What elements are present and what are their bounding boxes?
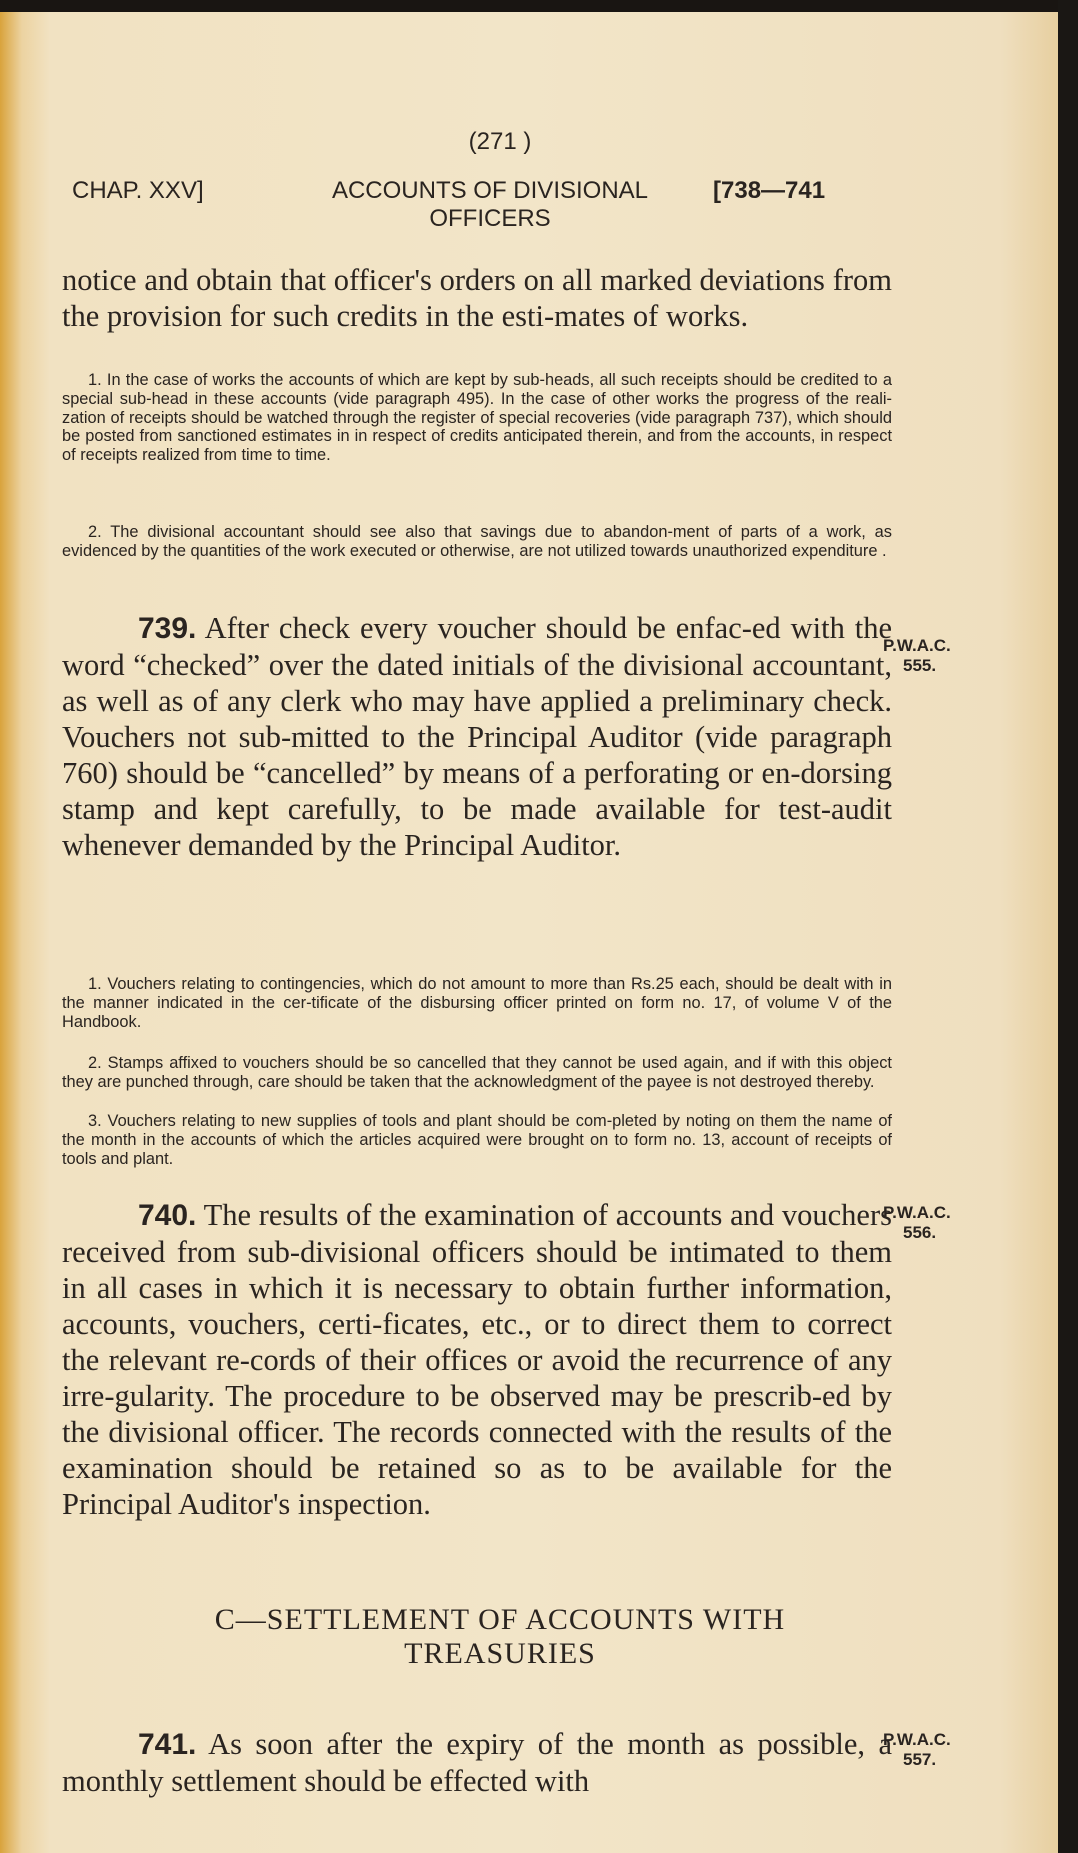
note-739-3: 3. Vouchers relating to new supplies of tools and plant should be com-pleted by noting on them the name of the month in the accounts of which the articles acquired were brought on to form no. 13, account of receipts of tools and plant.: [62, 1112, 892, 1168]
margin-number: 556.: [903, 1223, 937, 1242]
paragraph-range: [738—741: [713, 177, 826, 204]
margin-number: 557.: [903, 1750, 937, 1769]
paragraph-739: [62, 610, 892, 863]
page-number: (271 ): [468, 128, 532, 155]
scan-top-edge: [0, 0, 1058, 12]
paragraph-text: After check every voucher should be enfac-ed with the word “checked” over the dated initials of the divisional accountant, as well as of any clerk who may have applied a preliminary check. Vouchers not sub-mitted to the Principal Auditor (vide paragraph 760) should be “cancelled” by means of a perforating or en-dorsing stamp and kept carefully, to be made available for test-audit whenever demanded by the Principal Auditor.: [62, 611, 892, 862]
section-heading-line1: C—SETTLEMENT OF ACCOUNTS WITH: [214, 1603, 786, 1636]
chapter-title-line1: ACCOUNTS OF DIVISIONAL: [331, 177, 649, 204]
paragraph-number: 740.: [138, 1199, 197, 1232]
margin-reference-741: [883, 1730, 993, 1770]
chapter-label: CHAP. XXV]: [72, 177, 204, 204]
opening-paragraph: notice and obtain that officer's orders on all marked deviations from the provision for such credits in the esti-mates of works.: [62, 263, 892, 333]
margin-reference-739: [883, 636, 993, 676]
paragraph-number: 739.: [138, 612, 197, 645]
margin-reference-740: [883, 1203, 993, 1243]
section-heading: [0, 1603, 1000, 1671]
margin-label: P.W.A.C.: [883, 1203, 951, 1222]
chapter-title: [280, 177, 700, 233]
chapter-title-line2: OFFICERS: [429, 205, 551, 232]
margin-number: 555.: [903, 656, 937, 675]
paragraph-number: 741.: [138, 1728, 197, 1761]
note-739-2: 2. Stamps affixed to vouchers should be so cancelled that they cannot be used again, and if with this object they are punched through, care should be taken that the acknowledgment of the payee is not destroyed thereby.: [62, 1054, 892, 1091]
margin-label: P.W.A.C.: [883, 1730, 951, 1749]
note-738-2: 2. The divisional accountant should see also that savings due to abandon-ment of parts of a work, as evidenced by the quantities of the work executed or otherwise, are not utilized towards unauthorized expenditure .: [62, 523, 892, 560]
paragraph-740: [62, 1197, 892, 1522]
note-738-1: 1. In the case of works the accounts of which are kept by sub-heads, all such receipts should be credited to a special sub-head in these accounts (vide paragraph 495). In the case of other works the progress of the reali-zation of receipts should be watched through the register of special recoveries (vide paragraph 737), which should be posted from sanctioned estimates in in respect of credits anticipated therein, and from the accounts, in respect of receipts realized from time to time.: [62, 371, 892, 465]
paragraph-741: [62, 1726, 892, 1799]
paragraph-text: As soon after the expiry of the month as possible, a monthly settlement should be effected with: [62, 1727, 892, 1798]
section-heading-line2: TREASURIES: [404, 1637, 596, 1670]
note-739-1: 1. Vouchers relating to contingencies, which do not amount to more than Rs.25 each, should be dealt with in the manner indicated in the cer-tificate of the disbursing officer printed on form no. 17, of volume V of the Handbook.: [62, 975, 892, 1031]
margin-label: P.W.A.C.: [883, 636, 951, 655]
scan-right-edge: [1058, 0, 1078, 1853]
paragraph-text: The results of the examination of accounts and vouchers received from sub-divisional officers should be intimated to them in all cases in which it is necessary to obtain further information, accounts, vouchers, certi-ficates, etc., or to direct them to correct the relevant re-cords of their offices or avoid the recurrence of any irre-gularity. The procedure to be observed may be prescrib-ed by the divisional officer. The records connected with the results of the examination should be retained so as to be available for the Principal Auditor's inspection.: [62, 1198, 892, 1521]
